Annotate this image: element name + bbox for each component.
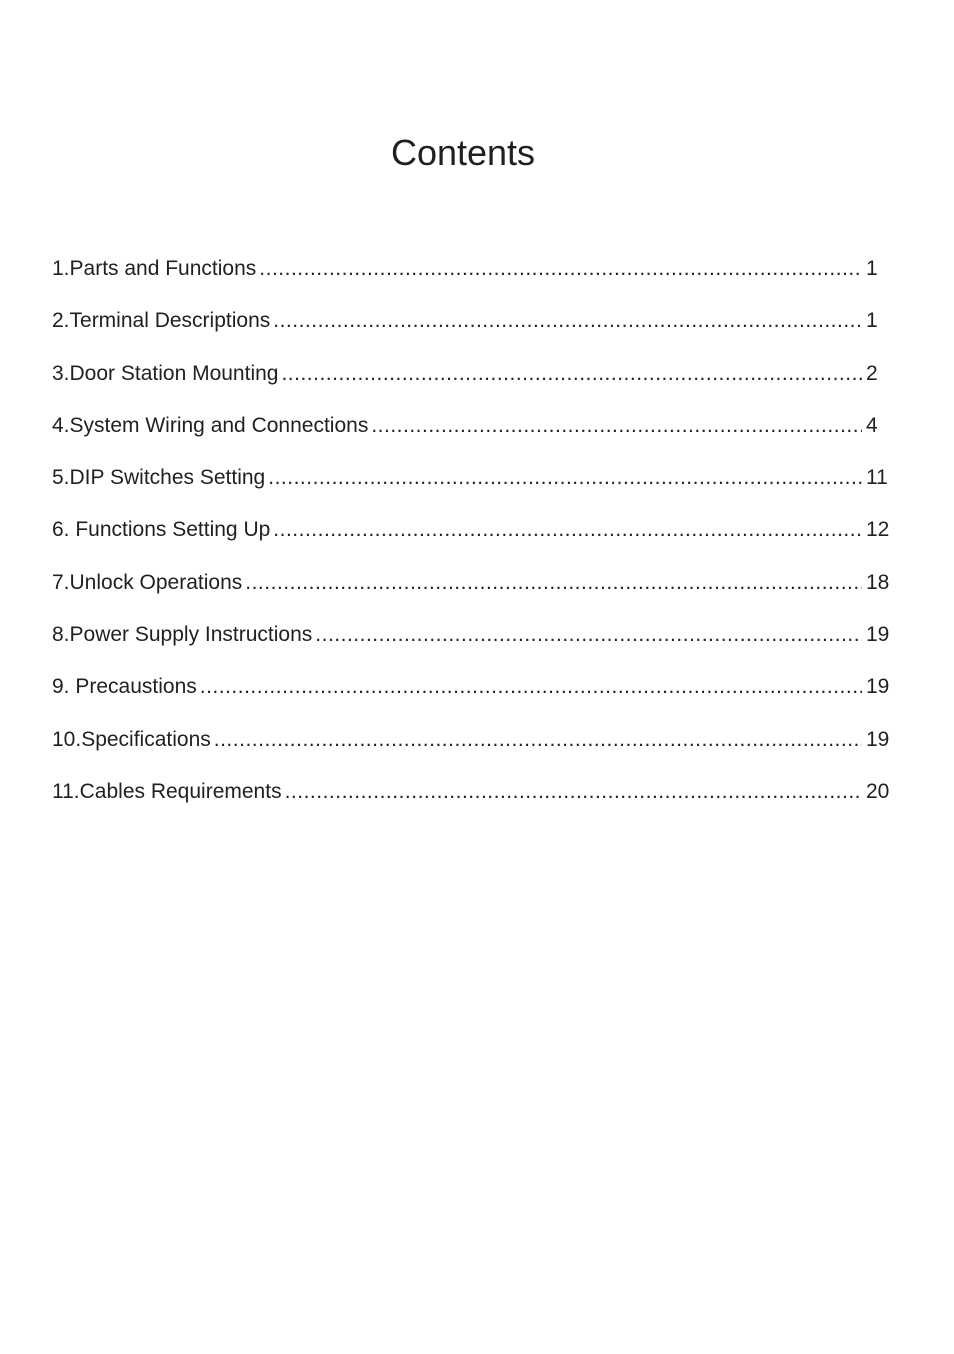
- toc-entry-label: 11.Cables Requirements: [52, 779, 282, 803]
- toc-entry: [52, 462, 892, 514]
- toc-leader-dots: [285, 776, 862, 808]
- toc-entry-label: 3.Door Station Mounting: [52, 361, 279, 385]
- toc-leader-dots: [214, 724, 862, 756]
- toc-entry-page: 18: [866, 570, 890, 594]
- toc-entry-label: 9. Precaustions: [52, 675, 197, 699]
- toc-leader-dots: [315, 619, 862, 651]
- toc-entry-label: 5.DIP Switches Setting: [52, 466, 266, 490]
- toc-entry: [52, 514, 892, 566]
- toc-leader-dots: [273, 514, 862, 546]
- toc-entry: [52, 619, 892, 671]
- toc-entry: [52, 410, 892, 462]
- toc-entry: [52, 567, 892, 619]
- toc-entry-page: 4: [866, 413, 878, 437]
- toc-leader-dots: [245, 567, 862, 599]
- toc-entry: [52, 776, 892, 828]
- toc-leader-dots: [281, 358, 862, 390]
- toc-entry-label: 8.Power Supply Instructions: [52, 623, 313, 647]
- toc-entry-page: 19: [866, 727, 890, 751]
- toc-entry-label: 4.System Wiring and Connections: [52, 413, 369, 437]
- toc-entry: [52, 671, 892, 723]
- toc-leader-dots: [268, 462, 862, 494]
- toc-entry-page: 1: [866, 309, 878, 333]
- toc-entry: [52, 305, 892, 357]
- toc-entry-page: 19: [866, 675, 890, 699]
- toc-entry: [52, 724, 892, 776]
- toc-entry-page: 20: [866, 779, 890, 803]
- toc-entry-label: 1.Parts and Functions: [52, 257, 257, 280]
- toc-entry-label: 10.Specifications: [52, 727, 211, 751]
- toc-entry-label: 7.Unlock Operations: [52, 570, 243, 594]
- toc-entry-page: 11: [866, 466, 888, 490]
- toc-entry-page: 1: [866, 257, 878, 280]
- toc-entry-page: 19: [866, 623, 890, 647]
- toc-leader-dots: [200, 671, 862, 703]
- toc-entry-label: 2.Terminal Descriptions: [52, 309, 271, 333]
- table-of-contents: [52, 253, 892, 828]
- toc-leader-dots: [273, 305, 862, 337]
- toc-entry: [52, 253, 892, 305]
- toc-entry-page: 2: [866, 361, 878, 385]
- page-title: Contents: [390, 132, 536, 173]
- toc-entry-page: 12: [866, 518, 890, 542]
- toc-entry: [52, 358, 892, 410]
- toc-leader-dots: [259, 253, 862, 285]
- toc-entry-label: 6. Functions Setting Up: [52, 518, 271, 542]
- toc-leader-dots: [371, 410, 862, 442]
